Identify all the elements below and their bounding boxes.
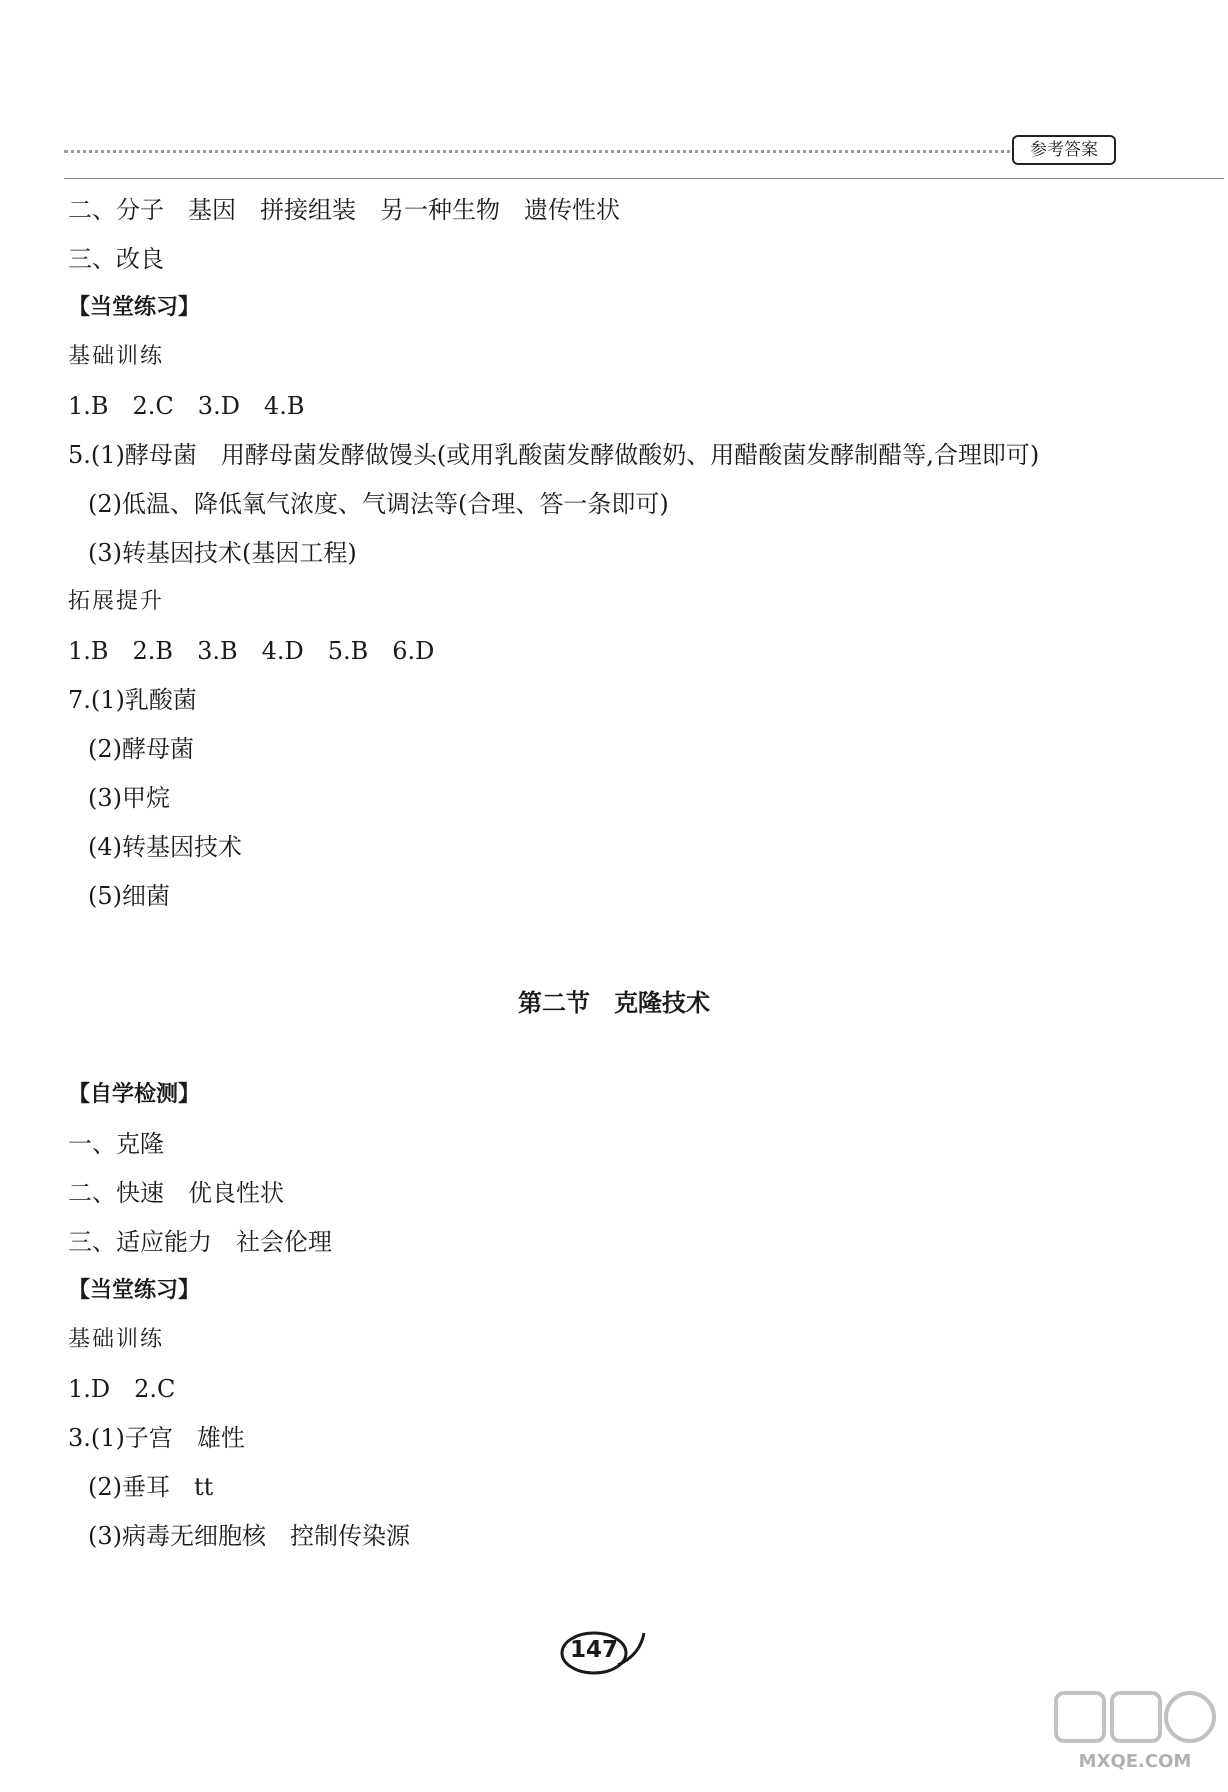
section-heading: 【当堂练习】: [68, 1278, 201, 1303]
answer-line: (4)转基因技术: [88, 833, 242, 861]
answer-line: 二、分子 基因 拼接组装 另一种生物 遗传性状: [68, 196, 620, 224]
watermark-icon: [1050, 1685, 1220, 1755]
answer-line: (3)甲烷: [88, 784, 170, 812]
answer-line: 二、快速 优良性状: [68, 1179, 284, 1207]
answer-line: 三、改良: [68, 245, 164, 273]
watermark-logo: [1050, 1685, 1220, 1785]
answer-line: (3)病毒无细胞核 控制传染源: [88, 1522, 410, 1550]
answer-line: 三、适应能力 社会伦理: [68, 1228, 332, 1256]
header-dotted-rule: [64, 150, 1024, 153]
header-rule: [64, 178, 1224, 179]
subheading: 基础训练: [68, 344, 165, 369]
answer-line: 5.(1)酵母菌 用酵母菌发酵做馒头(或用乳酸菌发酵做酸奶、用醋酸菌发酵制醋等,合理即可): [68, 441, 1040, 469]
section-title: 第二节 克隆技术: [518, 989, 710, 1017]
subheading: 基础训练: [68, 1327, 165, 1352]
section-heading: 【当堂练习】: [68, 295, 201, 320]
answer-line: (2)低温、降低氧气浓度、气调法等(合理、答一条即可): [88, 490, 669, 518]
section-heading: 【自学检测】: [68, 1082, 201, 1107]
answer-key-badge: 参考答案: [1012, 135, 1116, 165]
page-number: 147: [569, 1637, 618, 1663]
answer-line: 3.(1)子宫 雄性: [68, 1424, 245, 1452]
answer-line: 一、克隆: [68, 1130, 164, 1158]
answer-line: 1.B 2.C 3.D 4.B: [68, 392, 305, 420]
answer-line: 1.D 2.C: [68, 1375, 176, 1403]
page-number-badge: [558, 1625, 648, 1681]
answer-line: (3)转基因技术(基因工程): [88, 539, 357, 567]
answer-line: 7.(1)乳酸菌: [68, 686, 197, 714]
watermark-site: MXQE.COM: [1078, 1751, 1192, 1772]
answer-line: 1.B 2.B 3.B 4.D 5.B 6.D: [68, 637, 435, 665]
answer-line: (2)垂耳 tt: [88, 1473, 214, 1501]
answer-line: (5)细菌: [88, 882, 170, 910]
answer-line: (2)酵母菌: [88, 735, 194, 763]
subheading: 拓展提升: [68, 589, 165, 614]
